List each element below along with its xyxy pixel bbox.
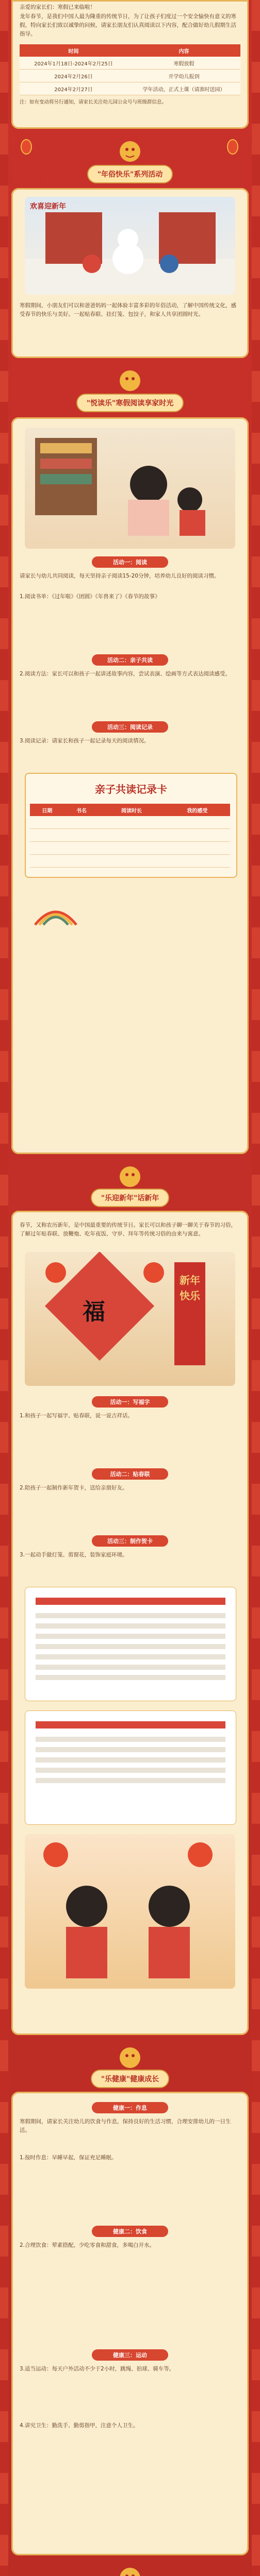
section-text: 寒假期间，小朋友们可以和爸爸妈妈一起体验丰富多彩的年俗活动，了解中国传统文化，感受春节的快乐与美好。一起贴春联、挂灯笼、包饺子，和家人共享团圆时光。 xyxy=(20,302,236,317)
table-cell: 2024年2月26日 xyxy=(20,70,127,82)
family-new-year-image xyxy=(25,197,235,295)
reading-image xyxy=(25,428,235,549)
section-text: 1.按时作息：早睡早起，保证充足睡眠。 xyxy=(20,2155,117,2161)
section-title-text: "乐健康"健康成长 xyxy=(91,2070,170,2088)
section-text: 春节，又称农历新年，是中国最重要的传统节日。家长可以和孩子聊一聊关于春节的习俗，了解过年贴春联、放鞭炮、吃年夜饭、守岁、拜年等传统习俗的由来与寓意。 xyxy=(20,1222,236,1237)
table-cell xyxy=(64,816,99,829)
new-year-kids-image xyxy=(25,1834,235,1989)
reading-record-table xyxy=(30,804,230,868)
new-year-banner-text: 新年快乐 xyxy=(180,1274,200,1302)
section-title-text: "年俗快乐"系列活动 xyxy=(87,165,173,183)
activity-label: 活动二：贴春联 xyxy=(92,1468,168,1480)
section-text: 3.适当运动：每天户外活动不少于2小时，跳绳、拍球、骑车等。 xyxy=(20,2366,175,2372)
table-cell xyxy=(64,829,99,842)
table-cell: 学年活动，正式上课（请准时送园） xyxy=(127,82,240,95)
table-cell xyxy=(99,855,164,868)
activity-label: 活动二：亲子共读 xyxy=(92,654,168,666)
table-header: 日期 xyxy=(30,804,64,816)
table-header: 阅读时长 xyxy=(99,804,164,816)
table-cell xyxy=(64,842,99,855)
table-cell xyxy=(30,855,64,868)
section-text: 2.陪孩子一起制作新年贺卡，送给亲朋好友。 xyxy=(20,1485,128,1491)
table-cell xyxy=(99,842,164,855)
table-cell xyxy=(30,829,64,842)
intro-line2: 龙年春节，是我们中国人最为隆重的传统节日，为了让孩子们度过一个安全愉快有意义的寒假，特向家长们致以诚挚的问候，请家长朋友们认真阅读以下内容，配合做好幼儿假期生活指导。 xyxy=(20,13,236,37)
notice-text: 注：如有变动将另行通知，请家长关注幼儿园公众号与班级群信息。 xyxy=(20,99,167,105)
dragon-icon xyxy=(118,368,142,393)
table-cell xyxy=(165,816,230,829)
schedule-table xyxy=(20,44,240,95)
activity-label: 活动三：阅读记录 xyxy=(92,721,168,733)
image-caption: 欢喜迎新年 xyxy=(30,202,66,211)
table-cell xyxy=(30,816,64,829)
activity-label: 活动三：制作贺卡 xyxy=(92,1535,168,1547)
left-border xyxy=(0,0,8,2576)
section-text: 1.和孩子一起写福字、贴春联，说一说吉祥话。 xyxy=(20,1413,134,1419)
activity-label: 活动一：阅读 xyxy=(92,556,168,568)
dragon-icon xyxy=(118,2045,142,2070)
table-cell xyxy=(64,855,99,868)
activity-label: 健康二：饮食 xyxy=(92,2226,168,2237)
lantern-icon xyxy=(21,139,32,155)
table-cell: 寒假放假 xyxy=(127,57,240,70)
fu-character-image xyxy=(25,1252,235,1386)
section-title-2 xyxy=(57,393,203,413)
table-cell xyxy=(165,829,230,842)
section-text: 1.阅读书单：《过年啦》《团圆》《年兽来了》《春节的故事》 xyxy=(20,594,160,600)
table-cell: 开学幼儿报到 xyxy=(127,70,240,82)
table-cell xyxy=(165,855,230,868)
dragon-icon xyxy=(118,1164,142,1189)
section-text: 寒假期间，请家长关注幼儿的饮食与作息，保持良好的生活习惯，合理安排幼儿的一日生活。 xyxy=(20,2119,231,2133)
section-text: 2.合理饮食：荤素搭配，少吃零食和甜食，多喝白开水。 xyxy=(20,2242,155,2248)
table-cell: 2024年1月18日-2024年2月25日 xyxy=(20,57,127,70)
section-title-3 xyxy=(57,1188,203,1208)
table-cell xyxy=(30,842,64,855)
table-header: 我的感受 xyxy=(165,804,230,816)
section-title-text: "乐迎新年"话新年 xyxy=(91,1189,170,1207)
activity-label: 健康三：运动 xyxy=(92,2349,168,2361)
worksheet-image-2 xyxy=(25,1710,236,1825)
dragon-icon xyxy=(118,139,142,164)
activity-label: 活动一：写福字 xyxy=(92,1396,168,1408)
table-header: 书名 xyxy=(64,804,99,816)
activity-label: 健康一：作息 xyxy=(92,2102,168,2113)
table-cell xyxy=(165,842,230,855)
schedule-header-time: 时间 xyxy=(20,44,127,57)
section-title-4 xyxy=(57,2069,203,2089)
section-text: 4.讲究卫生：勤洗手、勤剪指甲，注意个人卫生。 xyxy=(20,2422,139,2429)
table-cell: 2024年2月27日 xyxy=(20,82,127,95)
section-text: 请家长与幼儿共同阅读，每天坚持亲子阅读15-20分钟，培养幼儿良好的阅读习惯。 xyxy=(20,573,220,579)
table-cell xyxy=(99,829,164,842)
lantern-icon xyxy=(227,139,238,155)
schedule-header-content: 内容 xyxy=(127,44,240,57)
intro-line1: 亲爱的家长们：寒假已来临啦！ xyxy=(20,4,95,10)
section-text: 2.阅读方法：家长可以和孩子一起讲述故事内容，尝试表演、绘画等方式表达阅读感受。 xyxy=(20,671,231,677)
rainbow-decoration xyxy=(25,896,235,927)
dragon-icon xyxy=(118,2566,142,2576)
fu-character: 福 xyxy=(83,1299,105,1325)
right-border xyxy=(252,0,260,2576)
worksheet-image xyxy=(25,1587,236,1701)
section-text: 3.阅读记录：请家长和孩子一起记录每天的阅读情况。 xyxy=(20,738,150,744)
section-title-text: "悦读乐"寒假阅读享家时光 xyxy=(76,394,184,412)
table-cell xyxy=(99,816,164,829)
section-text: 3.一起动手做灯笼、剪窗花，装饰家庭环境。 xyxy=(20,1552,128,1558)
record-card-title: 亲子共读记录卡 xyxy=(95,783,167,795)
section-title-1 xyxy=(57,164,203,184)
